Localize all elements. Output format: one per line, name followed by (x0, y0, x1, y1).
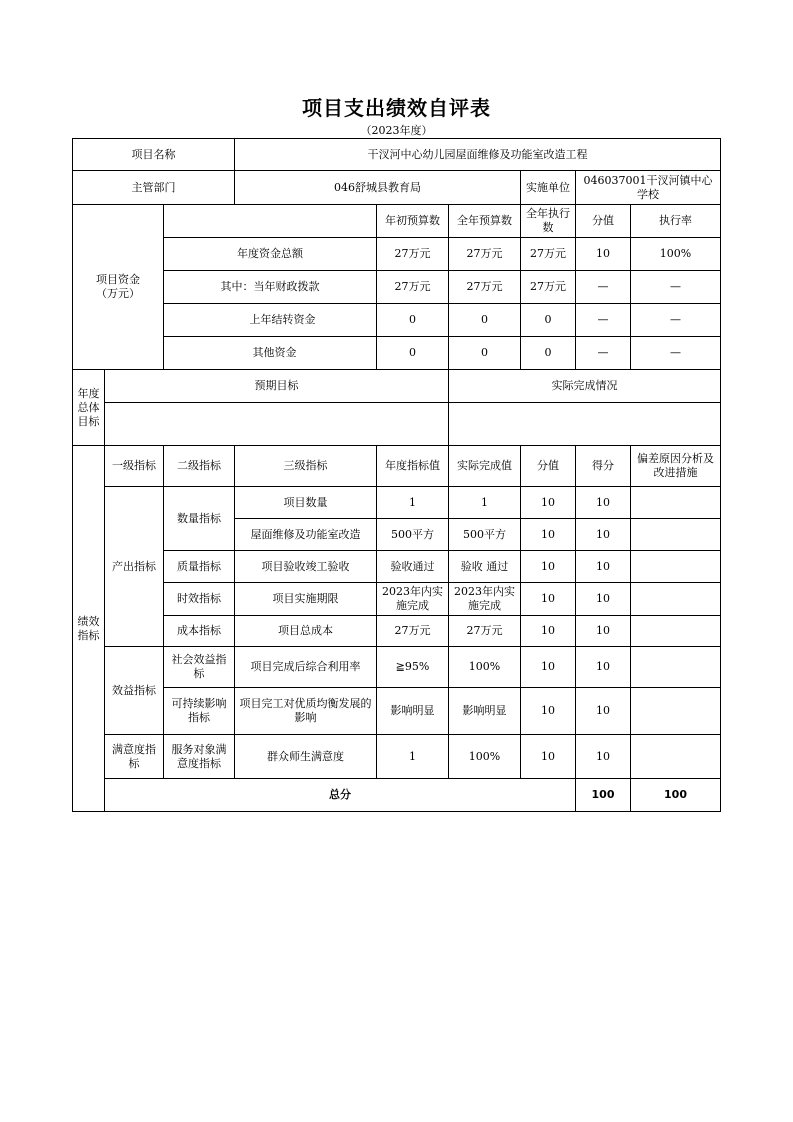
level3-indicator: 群众师生满意度 (235, 735, 377, 779)
funds-row-label: 上年结转资金 (164, 304, 377, 337)
indicator-header: 分值 (521, 446, 576, 487)
indicator-header: 二级指标 (164, 446, 235, 487)
funds-row (73, 337, 721, 370)
indicator-row (73, 487, 721, 519)
funds-cell: 27万元 (449, 271, 521, 304)
target-value: 验收通过 (377, 551, 449, 583)
indicator-row (73, 616, 721, 647)
level1-satisfaction: 满意度指标 (105, 735, 164, 779)
indicator-header: 偏差原因分析及改进措施 (631, 446, 721, 487)
funds-cell: — (576, 337, 631, 370)
score-value: 10 (521, 688, 576, 735)
funds-cell: 27万元 (449, 238, 521, 271)
actual-value: 2023年内实施完成 (449, 583, 521, 616)
actual-value: 500平方 (449, 519, 521, 551)
funds-cell: 0 (377, 304, 449, 337)
funds-cell: 0 (449, 304, 521, 337)
goals-content-row (73, 403, 721, 446)
funds-cell: 0 (521, 337, 576, 370)
indicator-row (73, 647, 721, 688)
level2-social: 社会效益指标 (164, 647, 235, 688)
level2-sustainable: 可持续影响指标 (164, 688, 235, 735)
funds-cell: 27万元 (521, 238, 576, 271)
level3-indicator: 屋面维修及功能室改造 (235, 519, 377, 551)
level2-quantity: 数量指标 (164, 487, 235, 551)
funds-label-line1: 项目资金 (96, 273, 140, 286)
level1-benefit: 效益指标 (105, 647, 164, 735)
indicator-header-row (73, 446, 721, 487)
score: 10 (576, 551, 631, 583)
funds-header: 全年预算数 (449, 205, 521, 238)
performance-indicator-label: 绩效指标 (73, 446, 105, 812)
funds-cell: 27万元 (521, 271, 576, 304)
score-value: 10 (521, 735, 576, 779)
indicator-row (73, 551, 721, 583)
deviation-note (631, 583, 721, 616)
funds-header: 全年执行数 (521, 205, 576, 238)
level3-indicator: 项目验收竣工验收 (235, 551, 377, 583)
indicator-header: 三级指标 (235, 446, 377, 487)
total-score-value: 100 (576, 779, 631, 812)
self-evaluation-table (72, 138, 721, 812)
level2-cost: 成本指标 (164, 616, 235, 647)
funds-row (73, 304, 721, 337)
target-value: 27万元 (377, 616, 449, 647)
funds-cell: — (576, 304, 631, 337)
deviation-note (631, 519, 721, 551)
funds-row-label: 其中：当年财政拨款 (164, 271, 377, 304)
score-value: 10 (521, 519, 576, 551)
score: 10 (576, 487, 631, 519)
level3-indicator: 项目实施期限 (235, 583, 377, 616)
actual-value: 影响明显 (449, 688, 521, 735)
indicator-header: 年度指标值 (377, 446, 449, 487)
level3-indicator: 项目完工对优质均衡发展的影响 (235, 688, 377, 735)
score-value: 10 (521, 551, 576, 583)
actual-value: 1 (449, 487, 521, 519)
funds-row-label: 年度资金总额 (164, 238, 377, 271)
funds-header: 分值 (576, 205, 631, 238)
score-value: 10 (521, 616, 576, 647)
funds-header: 执行率 (631, 205, 721, 238)
target-value: 2023年内实施完成 (377, 583, 449, 616)
score-value: 10 (521, 487, 576, 519)
level3-indicator: 项目完成后综合利用率 (235, 647, 377, 688)
funds-row (73, 271, 721, 304)
score: 10 (576, 647, 631, 688)
actual-value: 100% (449, 647, 521, 688)
expected-goal-label: 预期目标 (105, 370, 449, 403)
project-name-label: 项目名称 (73, 139, 235, 171)
funds-cell: 0 (521, 304, 576, 337)
total-score: 100 (631, 779, 721, 812)
indicator-header: 得分 (576, 446, 631, 487)
indicator-row (73, 583, 721, 616)
goals-header-row (73, 370, 721, 403)
level2-service: 服务对象满意度指标 (164, 735, 235, 779)
score: 10 (576, 519, 631, 551)
score: 10 (576, 735, 631, 779)
funds-cell: 10 (576, 238, 631, 271)
funds-cell: 0 (377, 337, 449, 370)
department-row (73, 171, 721, 205)
actual-value: 100% (449, 735, 521, 779)
deviation-note (631, 688, 721, 735)
score-value: 10 (521, 647, 576, 688)
funds-label-line2: （万元） (96, 287, 140, 300)
target-value: ≧95% (377, 647, 449, 688)
funds-header-row (73, 205, 721, 238)
total-label: 总分 (105, 779, 576, 812)
actual-completion-label: 实际完成情况 (449, 370, 721, 403)
target-value: 1 (377, 487, 449, 519)
actual-completion-content (449, 403, 721, 446)
project-name-value: 干汊河中心幼儿园屋面维修及功能室改造工程 (235, 139, 721, 171)
implementing-unit-value: 046037001干汊河镇中心学校 (576, 171, 721, 205)
indicator-header: 一级指标 (105, 446, 164, 487)
level2-timeliness: 时效指标 (164, 583, 235, 616)
funds-row (73, 238, 721, 271)
funds-cell: — (631, 304, 721, 337)
deviation-note (631, 487, 721, 519)
deviation-note (631, 616, 721, 647)
funds-cell: 27万元 (377, 238, 449, 271)
funds-cell: 0 (449, 337, 521, 370)
funds-cell: 100% (631, 238, 721, 271)
expected-goal-content (105, 403, 449, 446)
department-value: 046舒城县教育局 (235, 171, 521, 205)
funds-cell: — (576, 271, 631, 304)
indicator-row (73, 735, 721, 779)
target-value: 影响明显 (377, 688, 449, 735)
indicator-row (73, 688, 721, 735)
actual-value: 27万元 (449, 616, 521, 647)
level3-indicator: 项目总成本 (235, 616, 377, 647)
funds-header-blank (164, 205, 377, 238)
total-row (73, 779, 721, 812)
score: 10 (576, 688, 631, 735)
deviation-note (631, 735, 721, 779)
actual-value: 验收 通过 (449, 551, 521, 583)
funds-header: 年初预算数 (377, 205, 449, 238)
score: 10 (576, 583, 631, 616)
funds-row-label: 其他资金 (164, 337, 377, 370)
funds-cell: 27万元 (377, 271, 449, 304)
target-value: 500平方 (377, 519, 449, 551)
funds-label (73, 205, 164, 370)
implementing-unit-label: 实施单位 (521, 171, 576, 205)
page-title: 项目支出绩效自评表 (302, 96, 491, 120)
funds-cell: — (631, 337, 721, 370)
indicator-header: 实际完成值 (449, 446, 521, 487)
deviation-note (631, 647, 721, 688)
score-value: 10 (521, 583, 576, 616)
level3-indicator: 项目数量 (235, 487, 377, 519)
project-name-row (73, 139, 721, 171)
department-label: 主管部门 (73, 171, 235, 205)
level2-quality: 质量指标 (164, 551, 235, 583)
level1-output: 产出指标 (105, 487, 164, 647)
deviation-note (631, 551, 721, 583)
score: 10 (576, 616, 631, 647)
page-subtitle: （2023年度） (360, 124, 433, 137)
target-value: 1 (377, 735, 449, 779)
annual-goal-label: 年度总体目标 (73, 370, 105, 446)
funds-cell: — (631, 271, 721, 304)
